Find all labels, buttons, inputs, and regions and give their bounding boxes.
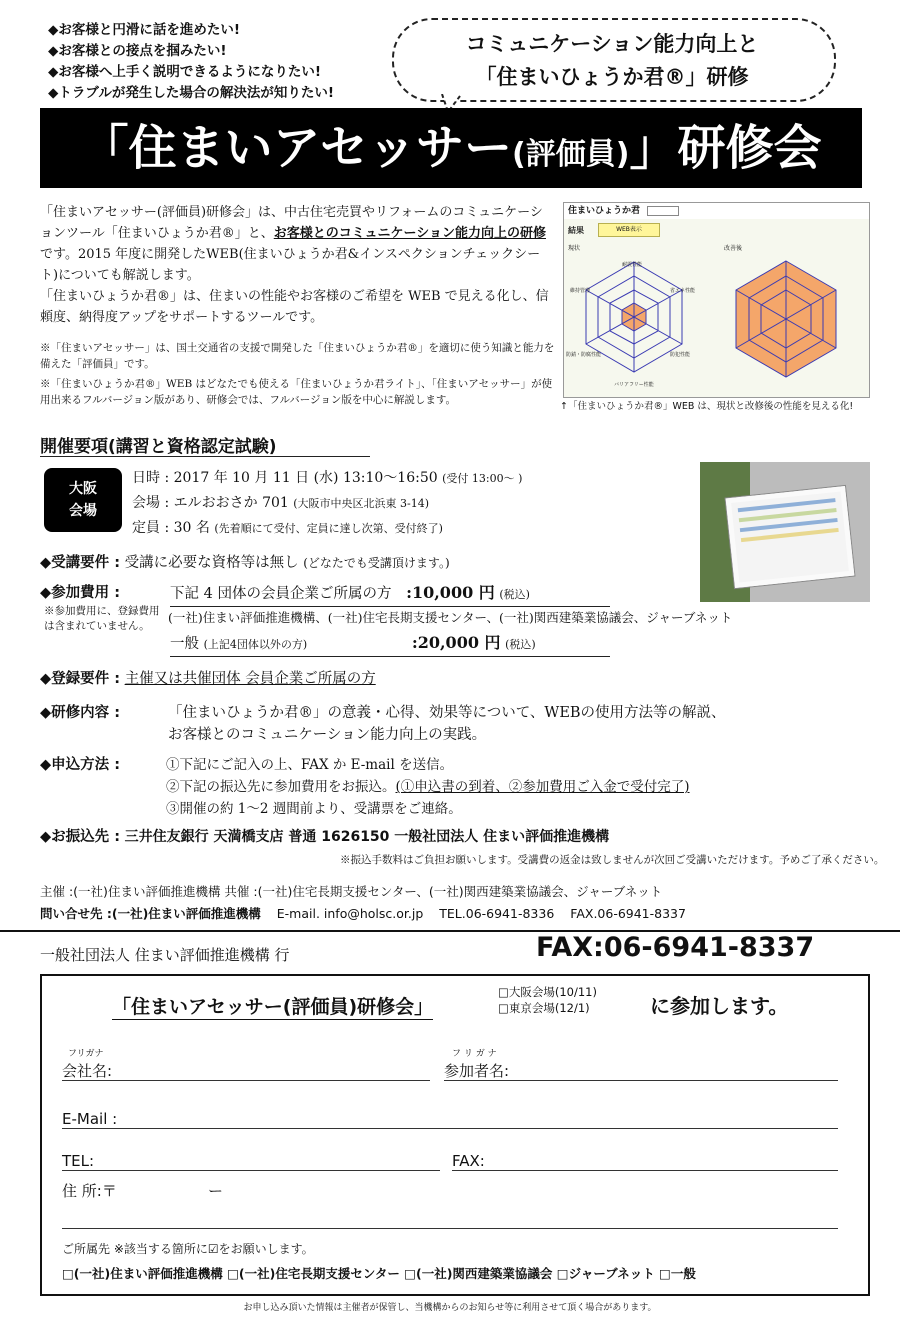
axis-label: バリアフリー性能 xyxy=(614,382,654,388)
bullet-item: ◆お客様との接点を掴みたい! xyxy=(48,43,227,59)
registration-label: ◆登録要件 : xyxy=(40,671,120,687)
place-value: エルおおさか 701 xyxy=(173,495,289,511)
apply-line: ①下記にご記入の上、FAX か E-mail を送信。 xyxy=(166,757,454,773)
title-banner xyxy=(40,108,862,188)
fee-general-price: :20,000 円 xyxy=(411,633,501,652)
date-note: (受付 13:00〜 ) xyxy=(442,472,523,485)
company-label: 会社名: xyxy=(62,1062,113,1080)
axis-label: 省エネ性能 xyxy=(670,288,696,294)
company-input[interactable] xyxy=(62,1080,430,1081)
axis-label: 防犯性能 xyxy=(670,352,691,358)
bullet-item: ◆お客様と円滑に話を進めたい! xyxy=(48,22,241,38)
footer-note: お申し込み頂いた情報は主催者が保管し、当機構からのお知らせ等に利用させて頂く場合があります。 xyxy=(243,1303,657,1313)
app-select xyxy=(647,206,679,216)
venue-line: 会場 xyxy=(69,503,97,519)
fee-side-note: ※参加費用に、登録費用は含まれていません。 xyxy=(44,605,160,632)
postal-dash: ー xyxy=(208,1182,224,1200)
content-label: ◆研修内容 : xyxy=(40,705,120,721)
contact-fax: FAX.06-6941-8337 xyxy=(570,906,686,921)
note-item: ※「住まいひょうか君®」WEB はどなたでも使える「住まいひょうか君ライト」、「住まいアセッサー」が使用出来るフルバージョン版があり、研修会では、フルバージョン版を中心に解説します。 xyxy=(40,378,553,406)
fee-label: ◆参加費用 : xyxy=(40,585,120,601)
requirements-row xyxy=(40,552,450,574)
affiliation-options[interactable]: □(一社)住まい評価推進機構 □(一社)住宅長期支援センター □(一社)関西建築業協議会 □ジャーブネット □一般 xyxy=(62,1266,696,1281)
email-input[interactable] xyxy=(62,1128,838,1129)
venue-line: 大阪 xyxy=(69,481,97,497)
app-header xyxy=(564,203,869,219)
apply-line: ②下記の振込先に参加費用をお振込。 xyxy=(166,779,396,795)
fee-tax: (税込) xyxy=(505,638,536,651)
intro-p1a: 「住まいアセッサー(評価員)研修会」は、中古住宅売買やリフォームのコミュニケーションツール「住まいひょうか君®」と、 xyxy=(40,205,543,241)
affiliation-label: ご所属先 ※該当する箇所に☑をお願いします。 xyxy=(62,1242,314,1256)
bullet-item: ◆お客様へ上手く説明できるようになりたい! xyxy=(48,64,322,80)
date-label: 日時 : xyxy=(132,470,170,486)
place-label: 会場 : xyxy=(132,495,170,511)
venue-option-osaka[interactable]: □大阪会場(10/11) xyxy=(498,985,597,999)
section-heading: 開催要項(講習と資格認定試験) xyxy=(40,437,277,457)
venue-badge xyxy=(44,468,122,532)
tablet-photo xyxy=(700,462,870,602)
left-chart-label: 現状 xyxy=(568,245,581,252)
radar-charts xyxy=(564,247,869,397)
note-item: ※「住まいアセッサー」は、国土交通省の支援で開発した「住まいひょうか君®」を適切に使う知識と能力を備えた「評価員」です。 xyxy=(40,342,555,370)
furigana-label: フ リ ガ ナ xyxy=(452,1049,497,1059)
fee-general-note: (上記4団体以外の方) xyxy=(203,638,308,651)
registration-text: 主催又は共催団体 会員企業ご所属の方 xyxy=(124,671,376,687)
contact-tel: TEL.06-6941-8336 xyxy=(439,906,555,921)
banner-text: 」研修会 xyxy=(629,120,822,176)
app-title: 住まいひょうか君 xyxy=(568,206,641,216)
apply-line: ③開催の約 1〜2 週間前より、受講票をご連絡。 xyxy=(166,801,462,817)
capacity-label: 定員 : xyxy=(132,520,170,536)
banner-text: 「住まいアセッサー xyxy=(80,120,513,176)
requirements-label: ◆受講要件 : xyxy=(40,555,120,571)
fee-member: 下記 4 団体の会員企業ご所属の方 xyxy=(170,586,392,602)
banner-text-small: (評価員) xyxy=(512,137,630,172)
fee-orgs: (一社)住まい評価推進機構、(一社)住宅長期支援センター、(一社)関西建築業協議会、ジャーブネット xyxy=(168,610,733,625)
apply-label: ◆申込方法 : xyxy=(40,757,120,773)
registration-row xyxy=(40,668,376,690)
notes xyxy=(40,340,560,412)
app-screenshot xyxy=(563,202,870,398)
fax-label: FAX: xyxy=(452,1152,485,1170)
requirements-note: (どなたでも受講頂けます。) xyxy=(303,556,450,570)
event-details xyxy=(132,466,522,541)
organizer: 主催 :(一社)住まい評価推進機構 共催 :(一社)住宅長期支援センター、(一社)関西建築業協議会、ジャーブネット xyxy=(40,884,663,899)
content-label-row xyxy=(40,702,120,724)
content-text xyxy=(168,702,848,746)
venue-options xyxy=(498,984,597,1016)
intro-text xyxy=(40,202,550,328)
axis-label: 耐震性能 xyxy=(622,262,643,268)
form-fax: FAX:06-6941-8337 xyxy=(536,932,815,963)
capacity-note: (先着順にて受付、定員に達し次第、受付終了) xyxy=(214,522,443,535)
participant-label: 参加者名: xyxy=(444,1062,510,1080)
participant-input[interactable] xyxy=(444,1080,838,1081)
apply-label-row xyxy=(40,754,120,776)
apply-line-underline: (①申込書の到着、②参加費用ご入金で受付完了) xyxy=(395,779,690,795)
right-chart-label: 改善後 xyxy=(724,245,743,252)
tablet xyxy=(726,486,855,588)
date-value: 2017 年 10 月 11 日 (水) 13:10〜16:50 xyxy=(173,470,438,486)
contact-email: E-mail. info@holsc.or.jp xyxy=(276,906,424,921)
bank-row xyxy=(40,826,609,848)
fee-general-row xyxy=(170,632,610,657)
capacity-value: 30 名 xyxy=(173,520,210,536)
tel-label: TEL: xyxy=(62,1152,95,1170)
bubble-line: コミュニケーション能力向上と xyxy=(465,32,759,56)
screenshot-caption: ↑「住まいひょうか君®」WEB は、現状と改修後の性能を見える化! xyxy=(560,401,854,412)
bank-text: 三井住友銀行 天満橋支店 普通 1626150 一般社団法人 住まい評価推進機構 xyxy=(124,829,610,845)
fee-general: 一般 xyxy=(170,636,199,652)
contact-label: 問い合せ先 :(一社)住まい評価推進機構 xyxy=(40,906,261,921)
content-line: お客様とのコミュニケーション能力向上の実践。 xyxy=(168,727,487,743)
bank-note: ※振込手数料はご負担お願いします。受講費の返金は致しませんが次回ご受講いただけます。予めご了承ください。 xyxy=(340,854,885,866)
tel-input[interactable] xyxy=(62,1170,440,1171)
intro-p1c: です。2015 年度に開発したWEB(住まいひょうか君&インスペクションチェックシート)についても解説します。 xyxy=(40,247,541,283)
form-title: 「住まいアセッサー(評価員)研修会」 xyxy=(112,992,433,1020)
apply-text xyxy=(166,754,690,820)
fee-member-price: :10,000 円 xyxy=(406,583,495,602)
contact-row xyxy=(40,904,860,922)
axis-label: 維持管理 xyxy=(570,288,591,294)
venue-option-tokyo[interactable]: □東京会場(12/1) xyxy=(498,1001,590,1015)
fee-member-row xyxy=(170,582,610,607)
application-form xyxy=(40,974,870,1296)
content-line: 「住まいひょうか君®」の意義・心得、効果等について、WEBの使用方法等の解説、 xyxy=(168,705,726,721)
fee-tax: (税込) xyxy=(499,588,530,601)
heading-underline xyxy=(40,456,370,457)
axis-label: 防錆・防腐性能 xyxy=(566,352,602,358)
address-input[interactable] xyxy=(62,1228,838,1229)
form-addressee: 一般社団法人 住まい評価推進機構 行 xyxy=(40,946,290,964)
email-label: E-Mail : xyxy=(62,1110,118,1128)
bubble-text xyxy=(404,28,820,94)
bubble-line: 「住まいひょうか君®」研修 xyxy=(475,65,749,89)
furigana-label: フリガナ xyxy=(68,1049,104,1059)
bullet-item: ◆トラブルが発生した場合の解決法が知りたい! xyxy=(48,85,334,101)
place-note: (大阪市中央区北浜東 3-14) xyxy=(293,497,430,510)
form-join: に参加します。 xyxy=(650,994,789,1018)
bank-label: ◆お振込先 : xyxy=(40,829,120,845)
intro-p2: 「住まいひょうか君®」は、住まいの性能やお客様のご希望を WEB で見える化し、信頼度、納得度アップをサポートするツールです。 xyxy=(40,289,549,325)
requirements-text: 受講に必要な資格等は無し xyxy=(124,555,299,571)
fax-input[interactable] xyxy=(452,1170,838,1171)
result-label: 結果 xyxy=(568,226,584,235)
header-bullets xyxy=(48,20,334,104)
address-label: 住 所:〒 xyxy=(62,1182,117,1200)
intro-p1b: お客様とのコミュニケーション能力向上の研修 xyxy=(273,226,546,241)
web-button: WEB表示 xyxy=(598,223,660,237)
